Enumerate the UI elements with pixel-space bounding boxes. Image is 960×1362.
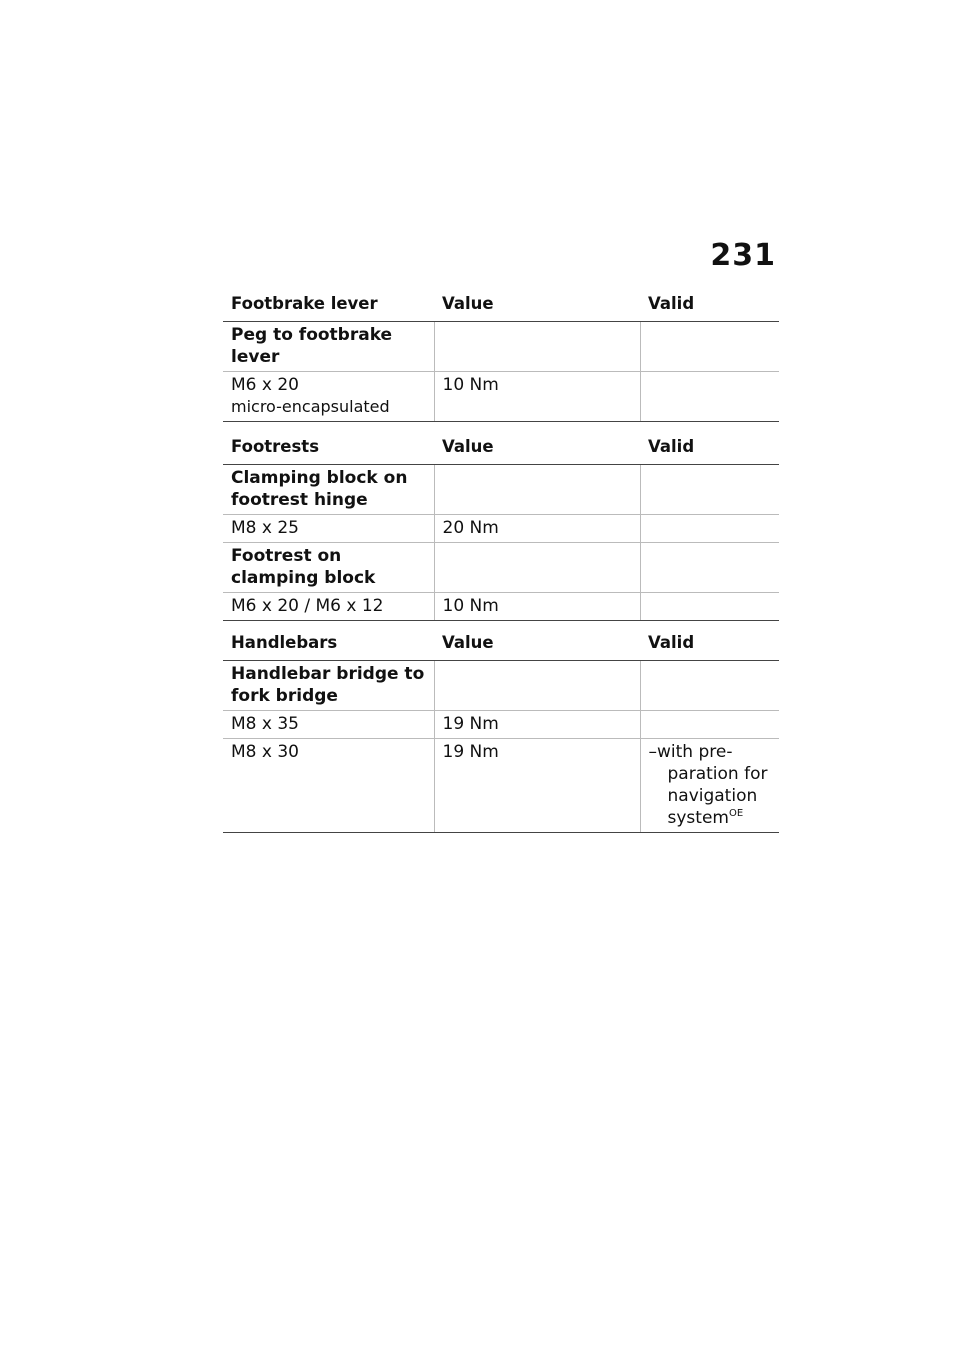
fastener-size: M6 x 20 <box>231 375 299 395</box>
torque-value: 10 Nm <box>434 372 640 422</box>
table-header-row <box>223 284 779 322</box>
column-header-valid: Valid <box>640 427 779 465</box>
validity-note-text: –with pre-paration for navigation system <box>648 742 768 828</box>
empty-cell <box>434 465 640 515</box>
table-header-row <box>223 623 779 661</box>
column-header-component: Footbrake lever <box>223 284 434 322</box>
table-section-row <box>223 543 779 593</box>
valid-cell <box>640 593 779 621</box>
handlebars-torque-table <box>223 623 779 833</box>
column-header-component: Handlebars <box>223 623 434 661</box>
fastener-size: M8 x 25 <box>223 515 434 543</box>
table-row <box>223 593 779 621</box>
column-header-valid: Valid <box>640 623 779 661</box>
table-section-row <box>223 465 779 515</box>
empty-cell <box>434 322 640 372</box>
section-label: Footrest on clamping block <box>223 543 434 593</box>
optional-equipment-mark: OE <box>728 808 744 819</box>
valid-cell <box>640 739 779 833</box>
empty-cell <box>640 465 779 515</box>
empty-cell <box>640 661 779 711</box>
table-section-row <box>223 322 779 372</box>
valid-cell <box>640 372 779 422</box>
valid-cell <box>640 711 779 739</box>
empty-cell <box>434 543 640 593</box>
table-header-row <box>223 427 779 465</box>
empty-cell <box>640 322 779 372</box>
torque-value: 19 Nm <box>434 739 640 833</box>
table-row <box>223 372 779 422</box>
fastener-size: M8 x 35 <box>223 711 434 739</box>
column-header-component: Footrests <box>223 427 434 465</box>
fastener-size: M6 x 20 / M6 x 12 <box>223 593 434 621</box>
fastener-size: M8 x 30 <box>223 739 434 833</box>
section-label: Peg to footbrake lever <box>223 322 434 372</box>
empty-cell <box>640 543 779 593</box>
empty-cell <box>434 661 640 711</box>
column-header-valid: Valid <box>640 284 779 322</box>
section-label: Clamping block on footrest hinge <box>223 465 434 515</box>
torque-value: 10 Nm <box>434 593 640 621</box>
torque-value: 19 Nm <box>434 711 640 739</box>
table-row <box>223 739 779 833</box>
torque-value: 20 Nm <box>434 515 640 543</box>
column-header-value: Value <box>434 623 640 661</box>
column-header-value: Value <box>434 284 640 322</box>
table-row <box>223 515 779 543</box>
column-header-value: Value <box>434 427 640 465</box>
validity-note <box>649 741 772 829</box>
table-row <box>223 711 779 739</box>
section-label: Handlebar bridge to fork bridge <box>223 661 434 711</box>
page-number: 231 <box>710 238 776 273</box>
fastener-cell <box>223 372 434 422</box>
footbrake-lever-torque-table <box>223 284 779 422</box>
fastener-note: micro-encapsulated <box>231 397 390 416</box>
footrests-torque-table <box>223 427 779 621</box>
valid-cell <box>640 515 779 543</box>
table-section-row <box>223 661 779 711</box>
